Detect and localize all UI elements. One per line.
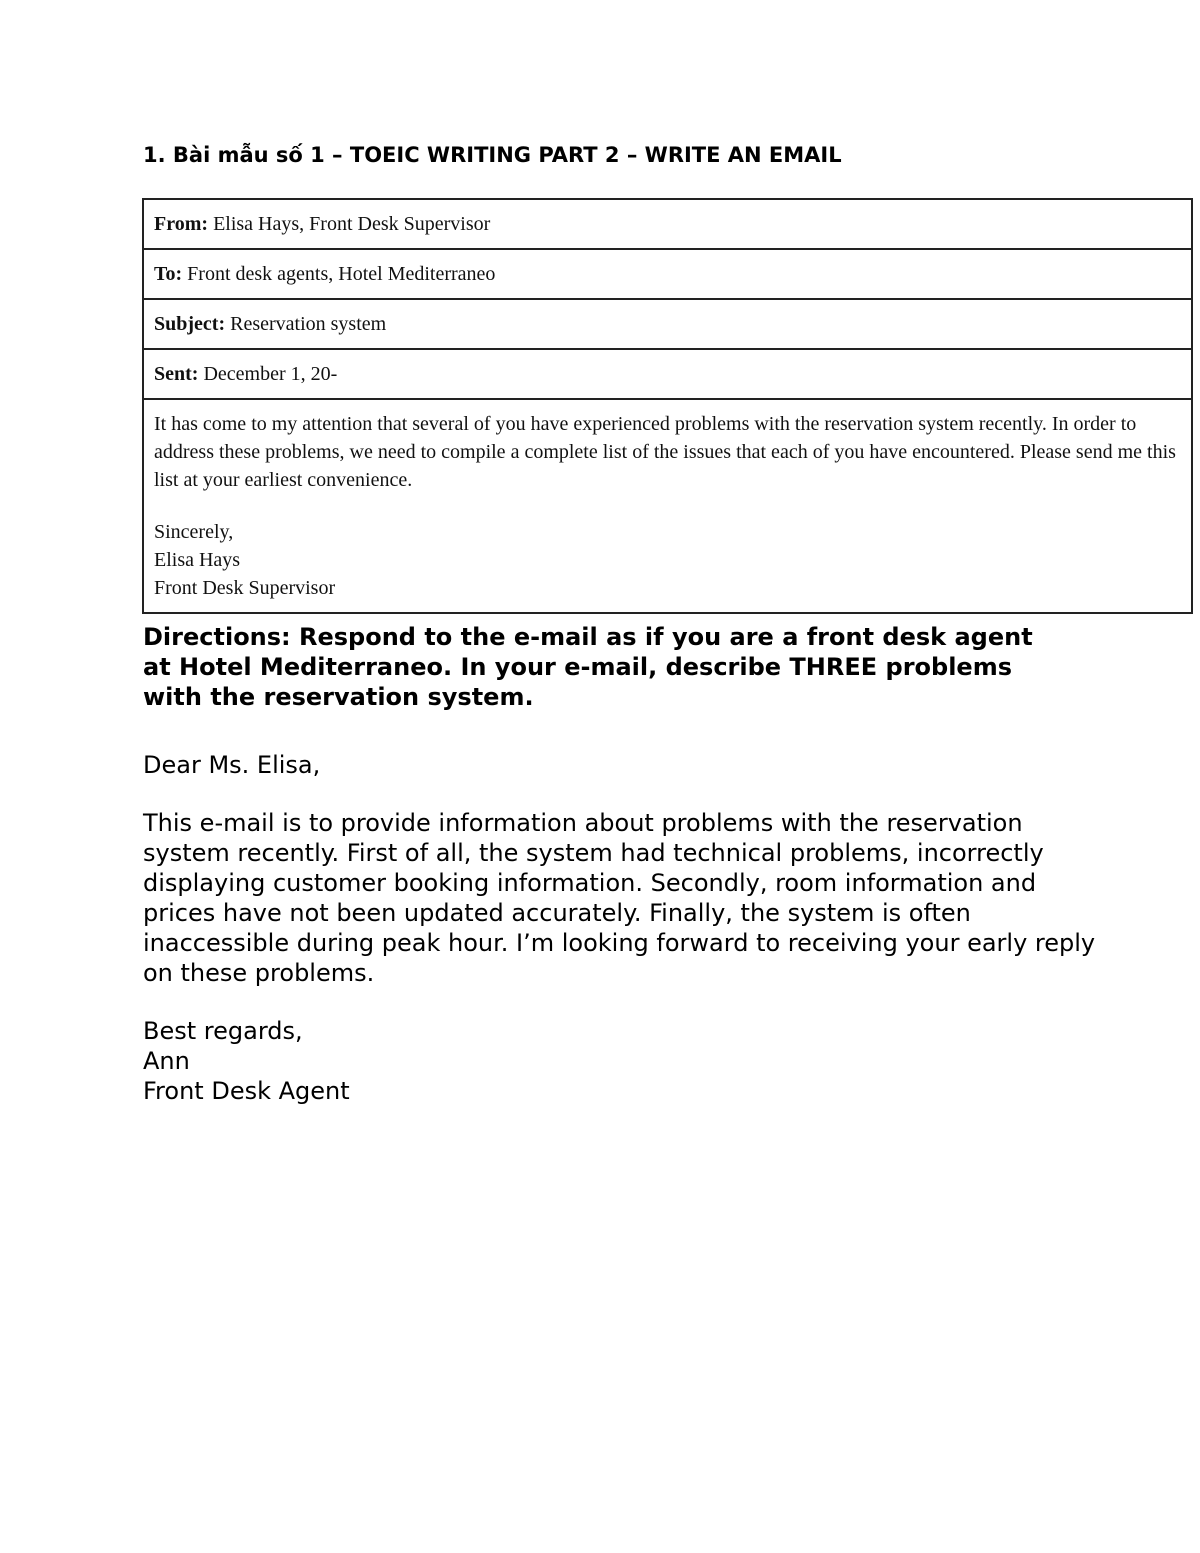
sent-row bbox=[143, 349, 1192, 399]
prompt-email-table bbox=[142, 198, 1193, 614]
email-body-cell bbox=[143, 399, 1192, 613]
to-cell bbox=[143, 249, 1192, 299]
from-row bbox=[143, 199, 1192, 249]
from-cell bbox=[143, 199, 1192, 249]
to-value: Front desk agents, Hotel Mediterraneo bbox=[187, 262, 496, 285]
to-label: To: bbox=[154, 262, 183, 285]
sent-cell bbox=[143, 349, 1192, 399]
to-row bbox=[143, 249, 1192, 299]
response-closing: Best regards, bbox=[143, 1017, 303, 1045]
subject-label: Subject: bbox=[154, 312, 226, 335]
response-name: Ann bbox=[143, 1047, 190, 1075]
email-signer-name: Elisa Hays bbox=[154, 549, 241, 571]
page-heading: 1. Bài mẫu số 1 – TOEIC WRITING PART 2 – WRITE AN EMAIL bbox=[143, 143, 842, 167]
email-closing: Sincerely, bbox=[154, 521, 234, 543]
sent-value: December 1, 20- bbox=[203, 362, 338, 385]
sent-label: Sent: bbox=[154, 362, 199, 385]
directions-text: Directions: Respond to the e-mail as if you are a front desk agent at Hotel Mediterraneo. In your e-mail, describe THREE problems with the reservation system. bbox=[143, 623, 1033, 711]
email-signer-title: Front Desk Supervisor bbox=[154, 577, 336, 599]
subject-cell bbox=[143, 299, 1192, 349]
response-greeting: Dear Ms. Elisa, bbox=[143, 751, 321, 779]
response-title: Front Desk Agent bbox=[143, 1077, 350, 1105]
subject-value: Reservation system bbox=[230, 312, 387, 335]
from-label: From: bbox=[154, 212, 209, 235]
email-body-text: It has come to my attention that several of you have experienced problems with the reservation system recently. In order to address these problems, we need to compile a complete list of the issues that each of you have encountered. Please send me this list at your earliest convenience. bbox=[154, 413, 1176, 491]
email-body-row bbox=[143, 399, 1192, 613]
response-email bbox=[143, 750, 1103, 1106]
response-body: This e-mail is to provide information about problems with the reservation system recently. First of all, the system had technical problems, incorrectly displaying customer booking information. Secondly, room information and prices have not been updated accurately. Finally, the system is often inaccessible during peak hour. I’m looking forward to receiving your early reply on these problems. bbox=[143, 809, 1096, 987]
subject-row bbox=[143, 299, 1192, 349]
from-value: Elisa Hays, Front Desk Supervisor bbox=[213, 212, 491, 235]
